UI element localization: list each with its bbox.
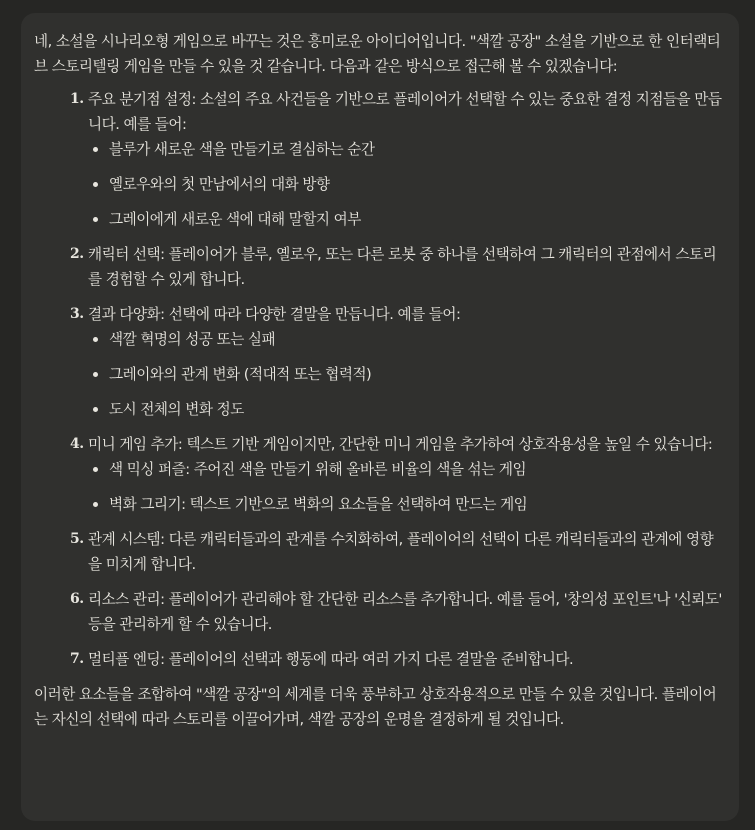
list-item — [34, 647, 723, 672]
step-title: 캐릭터 선택 — [88, 246, 161, 263]
step-number: 1. — [70, 91, 84, 107]
step-number: 6. — [70, 591, 84, 607]
sub-item-text: 블루가 새로운 색을 만들기로 결심하는 순간 — [109, 141, 375, 158]
sub-item-text: 도시 전체의 변화 정도 — [109, 401, 244, 418]
step-title: 결과 다양화 — [88, 306, 161, 323]
step-number: 5. — [70, 531, 84, 547]
sub-item-text: 그레이에게 새로운 색에 대해 말할지 여부 — [109, 211, 361, 228]
bullet-icon — [93, 182, 98, 187]
list-item — [34, 242, 723, 292]
step-text: 선택에 따라 다양한 결말을 만듭니다. 예를 들어: — [168, 306, 461, 323]
list-item — [34, 527, 723, 577]
sub-list-item — [88, 397, 723, 422]
sub-list-item — [88, 492, 723, 517]
sub-list-item — [88, 137, 723, 162]
sub-item-text: 색 믹싱 퍼즐: 주어진 색을 만들기 위해 올바른 비율의 색을 섞는 게임 — [109, 461, 527, 478]
list-item — [34, 432, 723, 517]
list-item — [34, 587, 723, 637]
step-colon: : — [160, 591, 169, 608]
step-title: 관계 시스템 — [88, 531, 161, 548]
step-number: 7. — [70, 651, 84, 667]
step-title: 주요 분기점 설정 — [88, 91, 192, 108]
bullet-icon — [93, 372, 98, 377]
step-number: 2. — [70, 246, 84, 262]
sub-item-text: 벽화 그리기: 텍스트 기반으로 벽화의 요소들을 선택하여 만드는 게임 — [109, 496, 528, 513]
bullet-icon — [93, 467, 98, 472]
step-number: 4. — [70, 436, 84, 452]
step-colon: : — [160, 306, 169, 323]
sub-list — [88, 137, 723, 232]
sub-item-text: 옐로우와의 첫 만남에서의 대화 방향 — [109, 176, 330, 193]
list-item — [34, 87, 723, 232]
sub-list-item — [88, 172, 723, 197]
sub-item-text: 그레이와의 관계 변화 (적대적 또는 협력적) — [109, 366, 372, 383]
step-title: 멀티플 엔딩 — [88, 651, 161, 668]
bullet-icon — [93, 147, 98, 152]
bullet-icon — [93, 407, 98, 412]
assistant-message — [21, 13, 739, 821]
step-colon: : — [177, 436, 187, 453]
sub-list-item — [88, 362, 723, 387]
step-colon: : — [160, 531, 169, 548]
step-text: 다른 캐릭터들과의 관계를 수치화하여, 플레이어의 선택이 다른 캐릭터들과의 관계에 영향을 미치게 합니다. — [88, 531, 714, 573]
step-colon: : — [191, 91, 201, 108]
step-title: 리소스 관리 — [88, 591, 161, 608]
step-text: 플레이어가 관리해야 할 간단한 리소스를 추가합니다. 예를 들어, '창의성 포인트'나 '신뢰도' 등을 관리하게 할 수 있습니다. — [88, 591, 722, 633]
step-text: 플레이어의 선택과 행동에 따라 여러 가지 다른 결말을 준비합니다. — [168, 651, 574, 668]
step-colon: : — [160, 651, 169, 668]
list-item — [34, 302, 723, 422]
step-number: 3. — [70, 306, 84, 322]
sub-list — [88, 327, 723, 422]
step-text: 플레이어가 블루, 옐로우, 또는 다른 로봇 중 하나를 선택하여 그 캐릭터의 관점에서 스토리를 경험할 수 있게 합니다. — [88, 246, 717, 288]
step-text: 소설의 주요 사건들을 기반으로 플레이어가 선택할 수 있는 중요한 결정 지점들을 만듭니다. 예를 들어: — [88, 91, 722, 133]
sub-item-text: 색깔 혁명의 성공 또는 실패 — [109, 331, 276, 348]
outro-paragraph: 이러한 요소들을 조합하여 "색깔 공장"의 세계를 더욱 풍부하고 상호작용적으로 만들 수 있을 것입니다. 플레이어는 자신의 선택에 따라 스토리를 이끌어가며, 색깔 공장의 운명을 결정하게 될 것입니다. — [34, 686, 717, 728]
sub-list-item — [88, 207, 723, 232]
bullet-icon — [93, 502, 98, 507]
step-colon: : — [160, 246, 169, 263]
steps-list — [34, 87, 723, 672]
step-text: 텍스트 기반 게임이지만, 간단한 미니 게임을 추가하여 상호작용성을 높일 수 있습니다: — [186, 436, 713, 453]
sub-list-item — [88, 327, 723, 352]
sub-list — [88, 457, 723, 517]
bullet-icon — [93, 217, 98, 222]
step-title: 미니 게임 추가 — [88, 436, 178, 453]
sub-list-item — [88, 457, 723, 482]
bullet-icon — [93, 337, 98, 342]
intro-paragraph: 네, 소설을 시나리오형 게임으로 바꾸는 것은 흥미로운 아이디어입니다. "색깔 공장" 소설을 기반으로 한 인터랙티브 스토리텔링 게임을 만들 수 있을 것 같습니다. 다음과 같은 방식으로 접근해 볼 수 있겠습니다: — [34, 33, 721, 75]
